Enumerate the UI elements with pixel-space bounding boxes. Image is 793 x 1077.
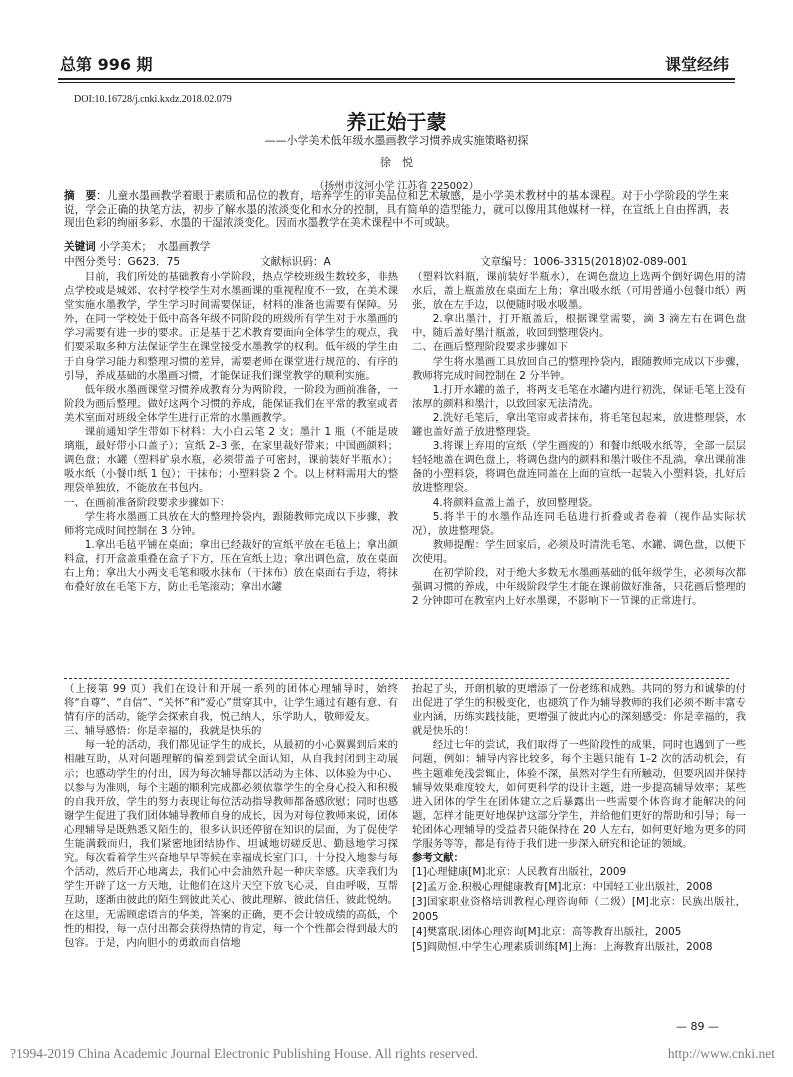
section-heading: 一、在画前准备阶段要求步骤如下：	[64, 496, 231, 509]
section-heading: 二、在画后整理阶段要求步骤如下	[412, 341, 568, 354]
body-left-column	[64, 270, 398, 594]
abstract-text: ：儿童水墨画教学着眼于素质和品位的教育，培养学生的审美品位和艺术敏感，是小学美术教材中的基本课程。对于小学阶段的学生来说，学会正确的执笔方法，初步了解水墨的浓淡变化和水分的控制，具有简单的造型能力，就可以像用其他媒材一样，在宣纸上自由挥洒，表现出色彩的绚丽多彩、水墨的干湿浓淡变化。因而水墨教学在美术课程中不可或缺。	[64, 190, 729, 229]
article-number: 文章编号：1006-3315(2018)02-089-001	[480, 256, 688, 268]
paragraph: 每一轮的活动，我们都见证学生的成长，从最初的小心翼翼到后来的相融互助，从对问题理解的偏差到尝试全面认知，从自我封闭到主动展示；也感动学生的付出，因为每次辅导都以活动为主体、以体验为中心、以参与为准则，每个主题的顺利完成都必须依靠学生的全身心投入和积极的自我开放，学生的努力表现让每位活动指导教师都备感欣慰；同时也感谢学生促进了我们团体辅导教师自身的成长，因为对每位教师来说，团体心理辅导是既熟悉又陌生的，很多认识还停留在知识的层面，为了促使学生能满载而归，我们紧密地团结协作、坦诚地切磋反思、勤恳地学习探究。每次看着学生兴奋地早早等候在幸福成长室门口，十分投入地参与每个活动，然后开心地离去，我们心中会油然升起一种庆幸感。庆幸我们为学生开辟了这一方天地，让他们在这片天空下放飞心灵，自由呼吸，互帮互助，逐渐由彼此的陌生到彼此关心、彼此理解、彼此信任、彼此悦纳。在这里，无需顾虑语言的华美，答案的正确，更不会计较成绩的高低，个性的相投，每一点付出都会获得热情的肯定，每一个个性都会得到最大的包容。于是，内向胆小的勇敢而自信地	[64, 739, 398, 949]
paragraph: 抬起了头，开朗机敏的更增添了一份老练和成熟。共同的努力和诚挚的付出促进了学生的积极变化，也褪筑了作为辅导教师的我们必须不断丰富专业内涵，历练实践技能，更增强了彼此内心的深刻感受：你是幸福的，我就是快乐的！	[412, 683, 746, 738]
paragraph: 1.拿出毛毡平铺在桌面；拿出已经裁好的宣纸平放在毛毡上；拿出颜料盒，打开盒盖重叠在盒子下方，压在宣纸上边；拿出调色盒，放在桌面右上角；拿出大小两支毛笔和吸水抹布（干抹布）放在桌面右手边，将抹布叠好放在毛笔下方，防止毛笔滚动；拿出水罐	[64, 538, 398, 594]
paragraph: 目前，我们所处的基础教育小学阶段，热点学校班级生数较多，非热点学校或是城郊、农村学校学生对水墨画课的重视程度不一致，在美术课堂实施水墨教学，学生学习时间需要保证，材料的准备也需要有保障。另外，在同一学校处于低中高各年级不同阶段的班级所有学生对于水墨画的学习需要有进一步的要求。正是基于艺术教育要面向全体学生的观点，我们要采取多种方法保证学生在课堂接受水墨教学的权利。低年级的学生由于自身学习能力和整理习惯的差异，需要老师在课堂进行规范的、有序的引导，养成基础的水墨画习惯，才能保证我们课堂教学的顺利实施。	[64, 271, 398, 382]
paragraph: 1.打开水罐的盖子，将两支毛笔在水罐内进行初洗，保证毛笔上没有浓厚的颜料和墨汁，以致回家无法清洗。	[412, 383, 746, 410]
paragraph: 3.将课上弃用的宣纸（学生画废的）和餐巾纸吸水纸等，全部一层层轻轻地盖在调色盘上，将调色盘内的颜料和墨汁吸住不乱淌，拿出课前准备的小塑料袋，将调色盘连同盖在上面的宣纸一起装入小塑料袋，扎好后放进整理袋。	[412, 440, 746, 495]
section-name: 课堂经纬	[664, 55, 729, 74]
continuation-left-column	[64, 682, 398, 950]
affiliation: （扬州市汶河小学 江苏省 225002）	[314, 181, 479, 192]
clc-number: 中图分类号：G623．75	[64, 256, 181, 268]
copyright-text: ?1994-2019 China Academic Journal Electronic Publishing House. All rights reserved.	[10, 1046, 479, 1061]
page-number: — 89 —	[676, 1020, 719, 1033]
keywords	[64, 239, 210, 254]
paragraph: 低年级水墨画课堂习惯养成教育分为两阶段，一阶段为画前准备，一阶段为画后整理。做好这两个习惯的养成，能保证我们在平常的教室或者美术室面对班级全体学生进行正常的水墨画教学。	[64, 383, 398, 424]
header-rule	[58, 78, 735, 83]
paragraph: 在初学阶段，对于绝大多数无水墨画基础的低年级学生，必须每次都强调习惯的养成，中年级阶段学生才能在课前做好准备，只花画后整理的 2 分钟即可在教室内上好水墨课，不影响下一节课的正常进行。	[412, 566, 746, 608]
article-divider	[64, 678, 729, 679]
body-right-column	[412, 270, 746, 608]
abstract-label: 摘 要	[64, 190, 97, 202]
document-code: 文献标识码：A	[260, 256, 331, 268]
reference-item: [4]樊富珉.团体心理咨询[M]北京：高等教育出版社，2005	[412, 926, 682, 939]
paragraph: 教师提醒：学生回家后，必须及时清洗毛笔、水罐、调色盘，以便下次使用。	[412, 538, 746, 565]
journal-issue: 总第 996 期	[60, 55, 153, 74]
paragraph: 经过七年的尝试，我们取得了一些阶段性的成果，同时也遇到了一些问题，例如：辅导内容比较多，每个主题只能有 1–2 次的活动机会，有些主题难免浅尝辄止，体验不深，虽然对学生有所触动，但要巩固并保持辅导效果难度较大，如何更科学的设计主题，进一步提高辅导效率；某些进入团体的学生在团体建立之后暴露出一些需要个体咨询才能解决的问题，怎样才能更好地保护这部分学生，并给他们更好的帮助和引导；每一轮团体心理辅导的受益者只能保持在 20 人左右，如何更好地为更多的同学服务等等，都是有待于我们进一步深入研究和论证的领域。	[412, 739, 746, 851]
reference-item: [2]孟万金.积极心理健康教育[M]北京：中国轻工业出版社，2008	[412, 881, 713, 894]
paragraph: 2.拿出墨汁，打开瓶盖后，根据课堂需要，滴 3 滴左右在调色盘中，随后盖好墨汁瓶盖，收回到整理袋内。	[412, 313, 746, 340]
reference-item: [1]心理健康[M]北京：人民教育出版社，2009	[412, 866, 627, 879]
copyright-footer	[10, 1046, 783, 1062]
author: 徐 悦	[380, 156, 413, 169]
paragraph: 4.将颜料盒盖上盖子，放回整理袋。	[432, 496, 599, 509]
references-heading: 参考文献：	[412, 852, 464, 865]
reference-item: [3]国家职业资格培训教程心理咨询师（二级）[M]北京：民族出版社，2005	[412, 896, 746, 924]
paragraph: （上接第 99 页）我们在设计和开展一系列的团体心理辅导时，始终将“自尊”、“自信”、“关怀”和“爱心”贯穿其中，让学生通过有趣有意、有情有序的活动，能学会探索自我，悦己纳人，乐学助人，敬师爱友。	[64, 683, 398, 724]
paragraph: 课前通知学生带如下材料：大小白云笔 2 支；墨汁 1 瓶（不能是玻璃瓶，最好带小口盖子）；宣纸 2–3 张，在家里裁好带来；中国画颜料；调色盘；水罐（塑料矿泉水瓶，必须带盖子可密封，课前装好半瓶水）；吸水纸（小餐巾纸 1 包）；干抹布；小塑料袋 2 个。以上材料需用大的整理袋单独放，不能放在书包内。	[64, 426, 398, 495]
section-heading: 三、辅导感悟：你是幸福的，我就是快乐的	[64, 725, 262, 738]
abstract	[64, 190, 729, 231]
doi: DOI:10.16728/j.cnki.kxdz.2018.02.079	[74, 94, 232, 105]
article-title: 养正始于蒙	[346, 110, 447, 134]
paragraph: 学生将水墨画工具放回自己的整理拎袋内，跟随教师完成以下步骤，教师将完成时间控制在 2 分半钟。	[412, 355, 746, 382]
keywords-text: 小学美术； 水墨画教学	[99, 241, 211, 253]
article-subtitle: ——小学美术低年级水墨画教学习惯养成实施策略初探	[264, 134, 529, 147]
paragraph: 2.洗好毛笔后，拿出笔帘或者抹布，将毛笔包起来，放进整理袋，水罐也盖好盖子放进整理袋。	[412, 411, 746, 439]
continuation-right-column	[412, 682, 746, 955]
cnki-link[interactable]: http://www.cnki.net	[667, 1046, 775, 1061]
paragraph: 5.将半干的水墨作品连同毛毡进行折叠或者卷着（视作品实际状况），放进整理袋。	[412, 510, 746, 537]
keywords-label: 关键词	[64, 241, 96, 253]
paragraph: （塑料饮料瓶，课前装好半瓶水），在调色盘边上选两个倒好调色用的清水后，盖上瓶盖放在桌面左上角；拿出吸水纸（可用普通小包餐巾纸）两张，放在左手边，以便随时吸水吸墨。	[412, 271, 746, 312]
paragraph: 学生将水墨画工具放在大的整理拎袋内，跟随教师完成以下步骤，教师将完成时间控制在 3 分钟。	[64, 510, 398, 537]
reference-item: [5]阎勋恒.中学生心理素质训练[M]上海：上海教育出版社，2008	[412, 941, 713, 954]
